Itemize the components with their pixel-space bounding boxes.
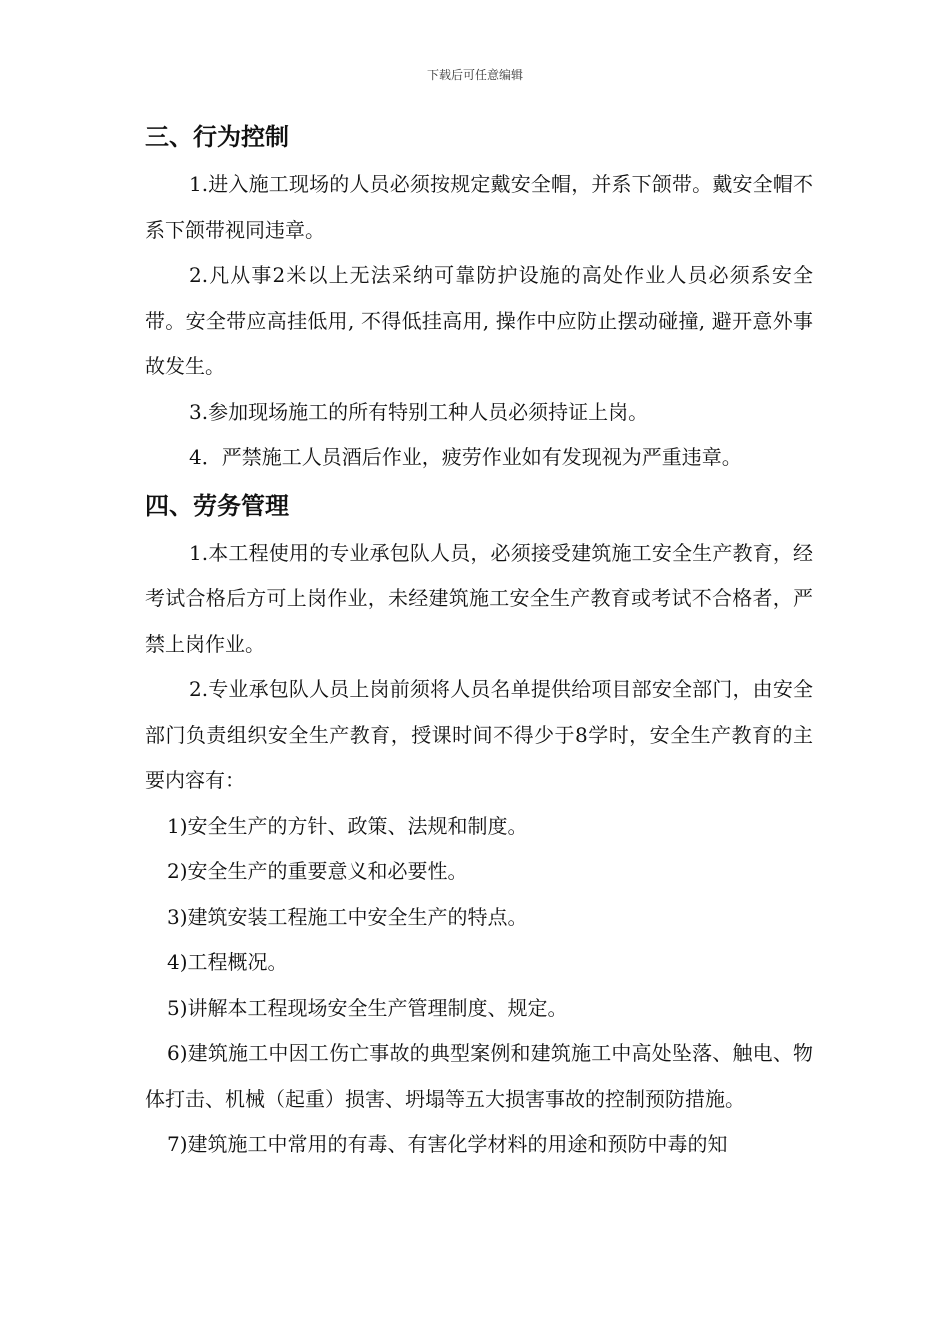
list-item: 4)工程概况。 bbox=[167, 950, 288, 974]
section-title: 四、劳务管理 bbox=[145, 491, 289, 520]
list-item: 5)讲解本工程现场安全生产管理制度、规定。 bbox=[167, 995, 568, 1020]
paragraph: 3.参加现场施工的所有特别工种人员必须持证上岗。 bbox=[189, 399, 649, 424]
paragraph: 2.专业承包队人员上岗前须将人员名单提供给项目部安全部门，由安全部门负责组织安全生产教育，授课时间不得少于8学时，安全生产教育的主要内容有： bbox=[145, 677, 813, 792]
paragraph: 4．严禁施工人员酒后作业，疲劳作业如有发现视为严重违章。 bbox=[189, 445, 742, 469]
list-item: 6)建筑施工中因工伤亡事故的典型案例和建筑施工中高处坠落、触电、物体打击、机械（起重）损害、坍塌等五大损害事故的控制预防措施。 bbox=[145, 1041, 813, 1111]
section-title: 三、行为控制 bbox=[145, 123, 289, 151]
list-item: 3)建筑安装工程施工中安全生产的特点。 bbox=[167, 904, 528, 929]
paragraph: 2.凡从事2米以上无法采纳可靠防护设施的高处作业人员必须系安全带。安全带应高挂低用, 不得低挂高用, 操作中应防止摆动碰撞, 避开意外事故发生。 bbox=[145, 263, 813, 378]
document-body bbox=[145, 112, 813, 1168]
list-item: 2)安全生产的重要意义和必要性。 bbox=[167, 859, 468, 883]
header-note: 下载后可任意编辑 bbox=[426, 68, 523, 82]
list-item: 1)安全生产的方针、政策、法规和制度。 bbox=[167, 813, 528, 838]
list-item: 7)建筑施工中常用的有毒、有害化学材料的用途和预防中毒的知 bbox=[167, 1132, 728, 1156]
paragraph: 1.本工程使用的专业承包队人员，必须接受建筑施工安全生产教育，经考试合格后方可上岗作业，未经建筑施工安全生产教育或考试不合格者，严禁上岗作业。 bbox=[145, 540, 813, 656]
paragraph: 1.进入施工现场的人员必须按规定戴安全帽，并系下颌带。戴安全帽不系下颌带视同违章。 bbox=[145, 172, 813, 242]
